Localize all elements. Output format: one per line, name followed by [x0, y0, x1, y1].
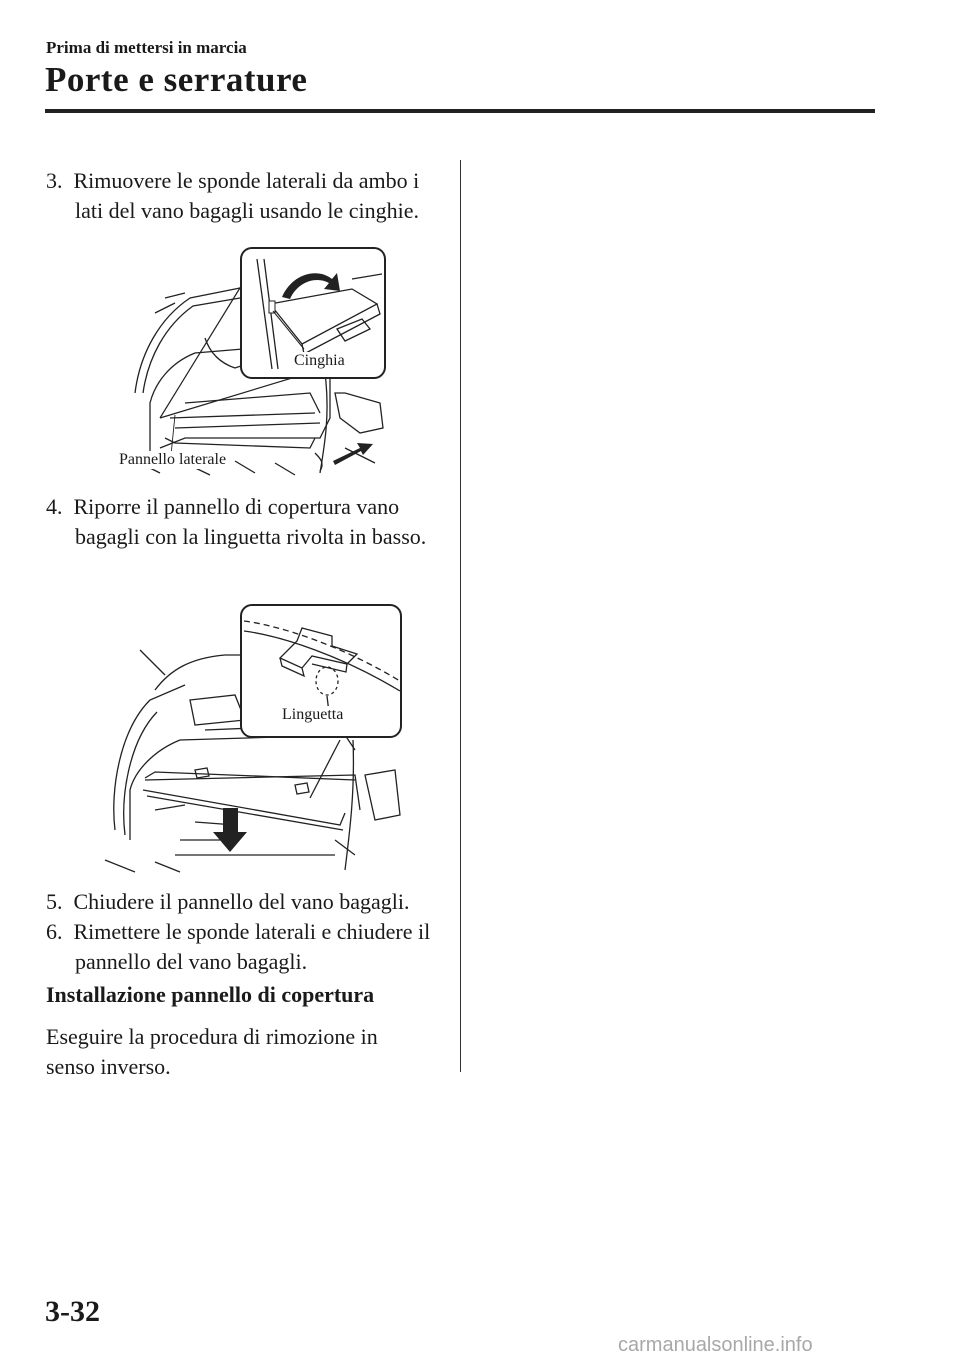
callout-tab [240, 604, 402, 738]
label-side-panel: Pannello laterale [119, 451, 227, 468]
column-divider [460, 160, 461, 1072]
step-3 [46, 166, 446, 226]
step-number: 6. [46, 919, 63, 944]
label-strap: Cinghia [294, 352, 345, 369]
figure-cover-storage [95, 600, 405, 875]
step-text: Rimuovere le sponde laterali da ambo i lati del vano bagagli usando le cinghie. [73, 168, 420, 223]
step-text: Rimettere le sponde laterali e chiudere il pannello del vano bagagli. [73, 919, 431, 974]
step-6 [46, 917, 446, 977]
step-number: 4. [46, 494, 63, 519]
title-rule [45, 109, 875, 113]
callout-strap [240, 247, 386, 379]
label-tab: Linguetta [282, 706, 344, 723]
figure-side-panel-removal [115, 243, 390, 483]
section-header: Prima di mettersi in marcia [46, 38, 247, 57]
step-number: 3. [46, 168, 63, 193]
step-text: Riporre il pannello di copertura vano bagagli con la linguetta rivolta in basso. [73, 494, 427, 549]
install-heading: Installazione pannello di copertura [46, 982, 375, 1007]
install-text: Eseguire la procedura di rimozione in senso inverso. [46, 1024, 378, 1079]
page-title: Porte e serrature [45, 60, 308, 99]
step-text: Chiudere il pannello del vano bagagli. [73, 889, 410, 914]
step-number: 5. [46, 889, 63, 914]
step-5 [46, 887, 446, 917]
page-number: 3-32 [45, 1295, 100, 1328]
step-4 [46, 492, 446, 552]
watermark: carmanualsonline.info [618, 1334, 813, 1356]
